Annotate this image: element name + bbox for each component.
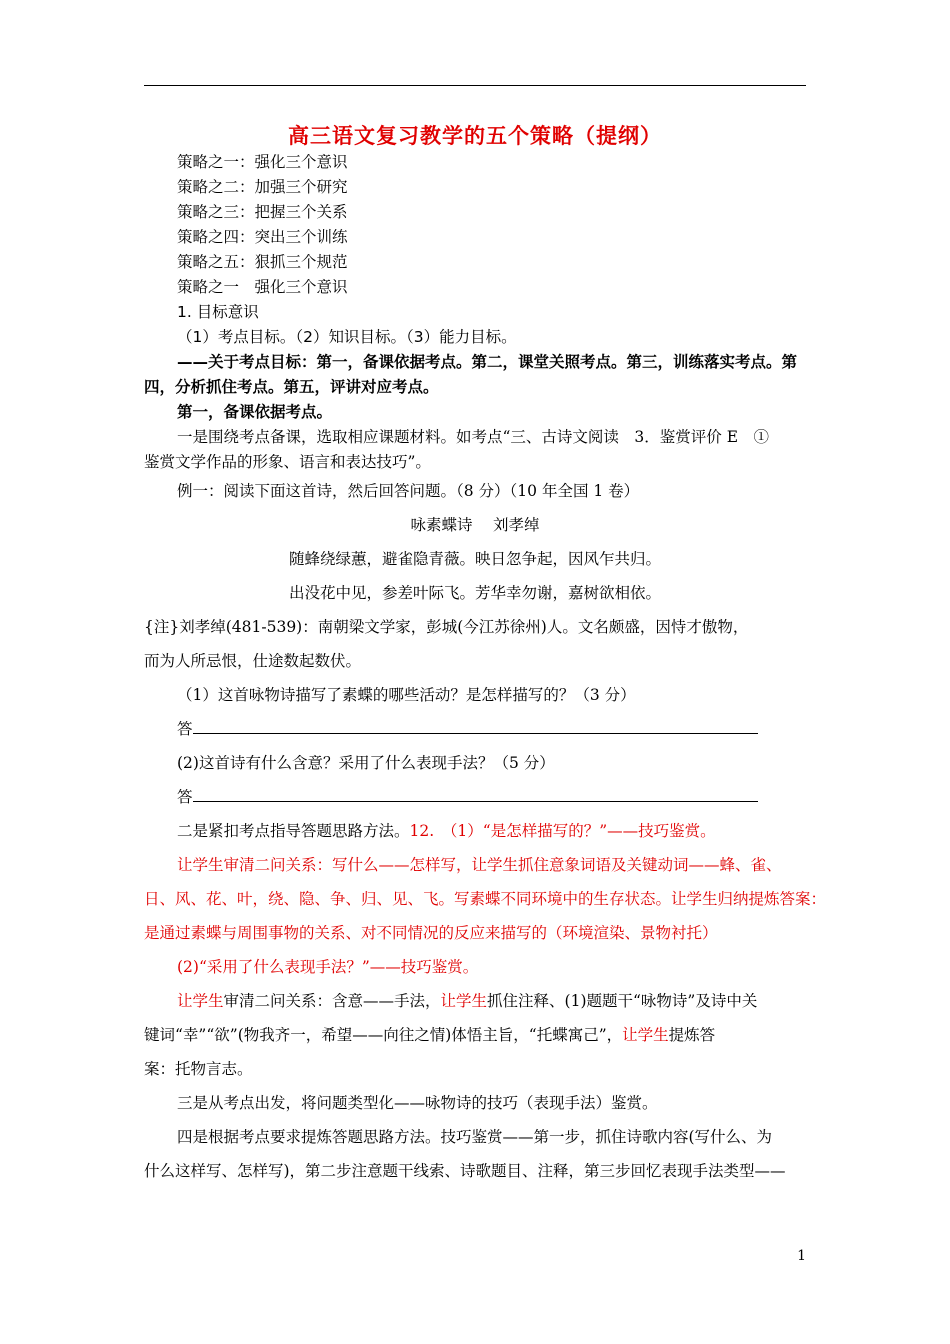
- poem-line: 随蜂绕绿蕙，避雀隐青薇。映日忽争起，因风乍共归。: [288, 550, 661, 568]
- document-title: 高三语文复习教学的五个策略（提纲）: [288, 124, 662, 148]
- red-fragment: 让学生: [177, 992, 224, 1010]
- paragraph-line: 鉴赏文学作品的形象、语言和表达技巧”。: [144, 453, 431, 471]
- poem-title: 咏素蝶诗 刘孝绰: [410, 516, 540, 534]
- mixed-line: [144, 1018, 806, 1052]
- text-fragment: 抓住注释、(1)题题干“咏物诗”及诗中关: [487, 992, 758, 1010]
- sub-heading: 1. 目标意识: [177, 303, 259, 321]
- text-fragment: 提炼答: [668, 1026, 716, 1044]
- section-heading: 策略之一 强化三个意识: [177, 278, 348, 296]
- mixed-line: 案：托物言志。: [144, 1060, 253, 1078]
- answer-blank: [193, 719, 758, 734]
- page-number: 1: [797, 1248, 806, 1264]
- header-rule: [144, 85, 806, 86]
- poem-note: 而为人所忌恨，仕途数起数伏。: [144, 652, 362, 670]
- strategy-item: 策略之一：强化三个意识: [177, 153, 348, 171]
- question-two: (2)这首诗有什么含意？采用了什么表现手法？（5 分）: [177, 754, 555, 772]
- poem-block: [144, 508, 827, 1188]
- strategy-list: [144, 150, 806, 425]
- document-body: [144, 150, 827, 1188]
- method-text-red: 12. （1）“是怎样描写的？”——技巧鉴赏。: [409, 822, 716, 840]
- strategy-item: 策略之三：把握三个关系: [177, 203, 348, 221]
- answer-label: 答: [177, 788, 193, 806]
- about-targets-line: ——关于考点目标：第一，备课依据考点。第二，课堂关照考点。第三，训练落实考点。第: [177, 353, 798, 371]
- example-line: 例一：阅读下面这首诗，然后回答问题。（8 分）（10 年全国 1 卷）: [177, 482, 640, 500]
- answer-line: [144, 780, 806, 814]
- about-targets-line: 四，分析抓住考点。第五，评讲对应考点。: [144, 378, 439, 396]
- answer-blank: [193, 787, 758, 802]
- answer-line: [144, 712, 806, 746]
- red-question-line: (2)“采用了什么表现手法？”——技巧鉴赏。: [177, 958, 479, 976]
- red-paragraph-line: 是通过素蝶与周围事物的关系、对不同情况的反应来描写的（环境渲染、景物衬托）: [144, 924, 718, 942]
- poem-line: 出没花中见，参差叶际飞。芳华幸勿谢，嘉树欲相依。: [288, 584, 661, 602]
- red-fragment: 让学生: [622, 1026, 669, 1044]
- paragraph-four-line: 什么这样写、怎样写)，第二步注意题干线索、诗歌题目、注释，第三步回忆表现手法类型——: [144, 1162, 786, 1180]
- poem-note: {注}刘孝绰(481-539)：南朝梁文学家，彭城(今江苏徐州)人。文名颇盛，因恃才傲物，: [144, 618, 749, 636]
- paragraph-four-line: 四是根据考点要求提炼答题思路方法。技巧鉴赏——第一步，抓住诗歌内容(写什么、为: [177, 1128, 773, 1146]
- paragraph-one: [144, 425, 806, 504]
- red-paragraph-line: 日、风、花、叶，绕、隐、争、归、见、飞。写素蝶不同环境中的生存状态。让学生归纳提炼答案：: [144, 890, 827, 908]
- first-point-heading: 第一，备课依据考点。: [177, 403, 333, 421]
- red-fragment: 让学生: [440, 992, 488, 1010]
- strategy-item: 策略之四：突出三个训练: [177, 228, 348, 246]
- targets-line: （1）考点目标。（2）知识目标。（3）能力目标。: [177, 328, 517, 346]
- paragraph-three: 三是从考点出发，将问题类型化——咏物诗的技巧（表现手法）鉴赏。: [177, 1094, 658, 1112]
- answer-label: 答: [177, 720, 193, 738]
- red-paragraph-line: 让学生审清二问关系：写什么——怎样写，让学生抓住意象词语及关键动词——蜂、雀、: [177, 856, 782, 874]
- question-one: （1）这首咏物诗描写了素蝶的哪些活动？是怎样描写的？（3 分）: [177, 686, 636, 704]
- text-fragment: 审清二问关系：含意——手法，: [223, 992, 441, 1010]
- method-line: [144, 814, 806, 848]
- text-fragment: 键词“幸”“欲”(物我齐一，希望——向往之情)体悟主旨，“托蝶寓己”，: [144, 1026, 623, 1044]
- method-text: 二是紧扣考点指导答题思路方法。: [177, 822, 410, 840]
- strategy-item: 策略之二：加强三个研究: [177, 178, 348, 196]
- mixed-line: [144, 984, 806, 1018]
- paragraph-line: 一是围绕考点备课，选取相应课题材料。如考点“三、古诗文阅读 3．鉴赏评价 E ①: [177, 428, 770, 446]
- strategy-item: 策略之五：狠抓三个规范: [177, 253, 348, 271]
